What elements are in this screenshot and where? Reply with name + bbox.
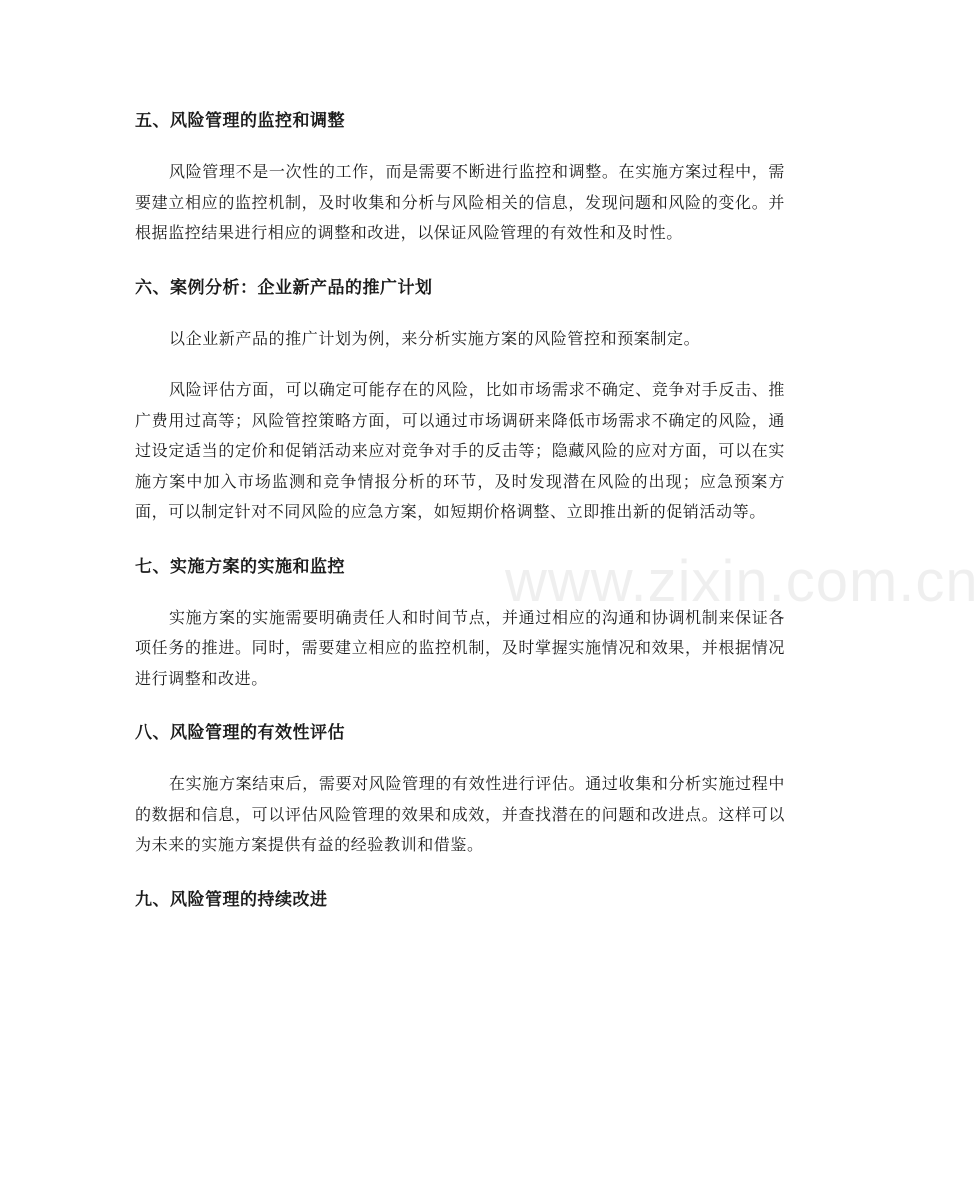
- section-paragraph: 在实施方案结束后，需要对风险管理的有效性进行评估。通过收集和分析实施过程中的数据和信息，可以评估风险管理的效果和成效，并查找潜在的问题和改进点。这样可以为未来的实施方案提供有益的经验教训和借鉴。: [135, 774, 785, 854]
- section-heading: 七、实施方案的实施和监控: [135, 556, 345, 577]
- watermark: www.zixin.com.cn: [505, 549, 979, 614]
- section-paragraph: 实施方案的实施需要明确责任人和时间节点，并通过相应的沟通和协调机制来保证各项任务的推进。同时，需要建立相应的监控机制，及时掌握实施情况和效果，并根据情况进行调整和改进。: [135, 607, 785, 688]
- document-body: [135, 103, 785, 936]
- section-paragraph: 风险评估方面，可以确定可能存在的风险，比如市场需求不确定、竞争对手反击、推广费用过高等；风险管控策略方面，可以通过市场调研来降低市场需求不确定的风险，通过设定适当的定价和促销活动来应对竞争对手的反击等；隐藏风险的应对方面，可以在实施方案中加入市场监测和竞争情报分析的环节，及时发现潜在风险的出现；应急预案方面，可以制定针对不同风险的应急方案，如短期价格调整、立即推出新的促销活动等。: [135, 380, 785, 521]
- section-heading: 八、风险管理的有效性评估: [135, 723, 345, 743]
- section-paragraph: 风险管理不是一次性的工作，而是需要不断进行监控和调整。在实施方案过程中，需要建立相应的监控机制，及时收集和分析与风险相关的信息，发现问题和风险的变化。并根据监控结果进行相应的调整和改进，以保证风险管理的有效性和及时性。: [135, 162, 785, 242]
- section-heading: 五、风险管理的监控和调整: [135, 111, 345, 131]
- section-paragraph: 以企业新产品的推广计划为例，来分析实施方案的风险管控和预案制定。: [169, 328, 701, 348]
- section-heading: 九、风险管理的持续改进: [135, 889, 328, 910]
- section-heading: 六、案例分析：企业新产品的推广计划: [135, 277, 433, 298]
